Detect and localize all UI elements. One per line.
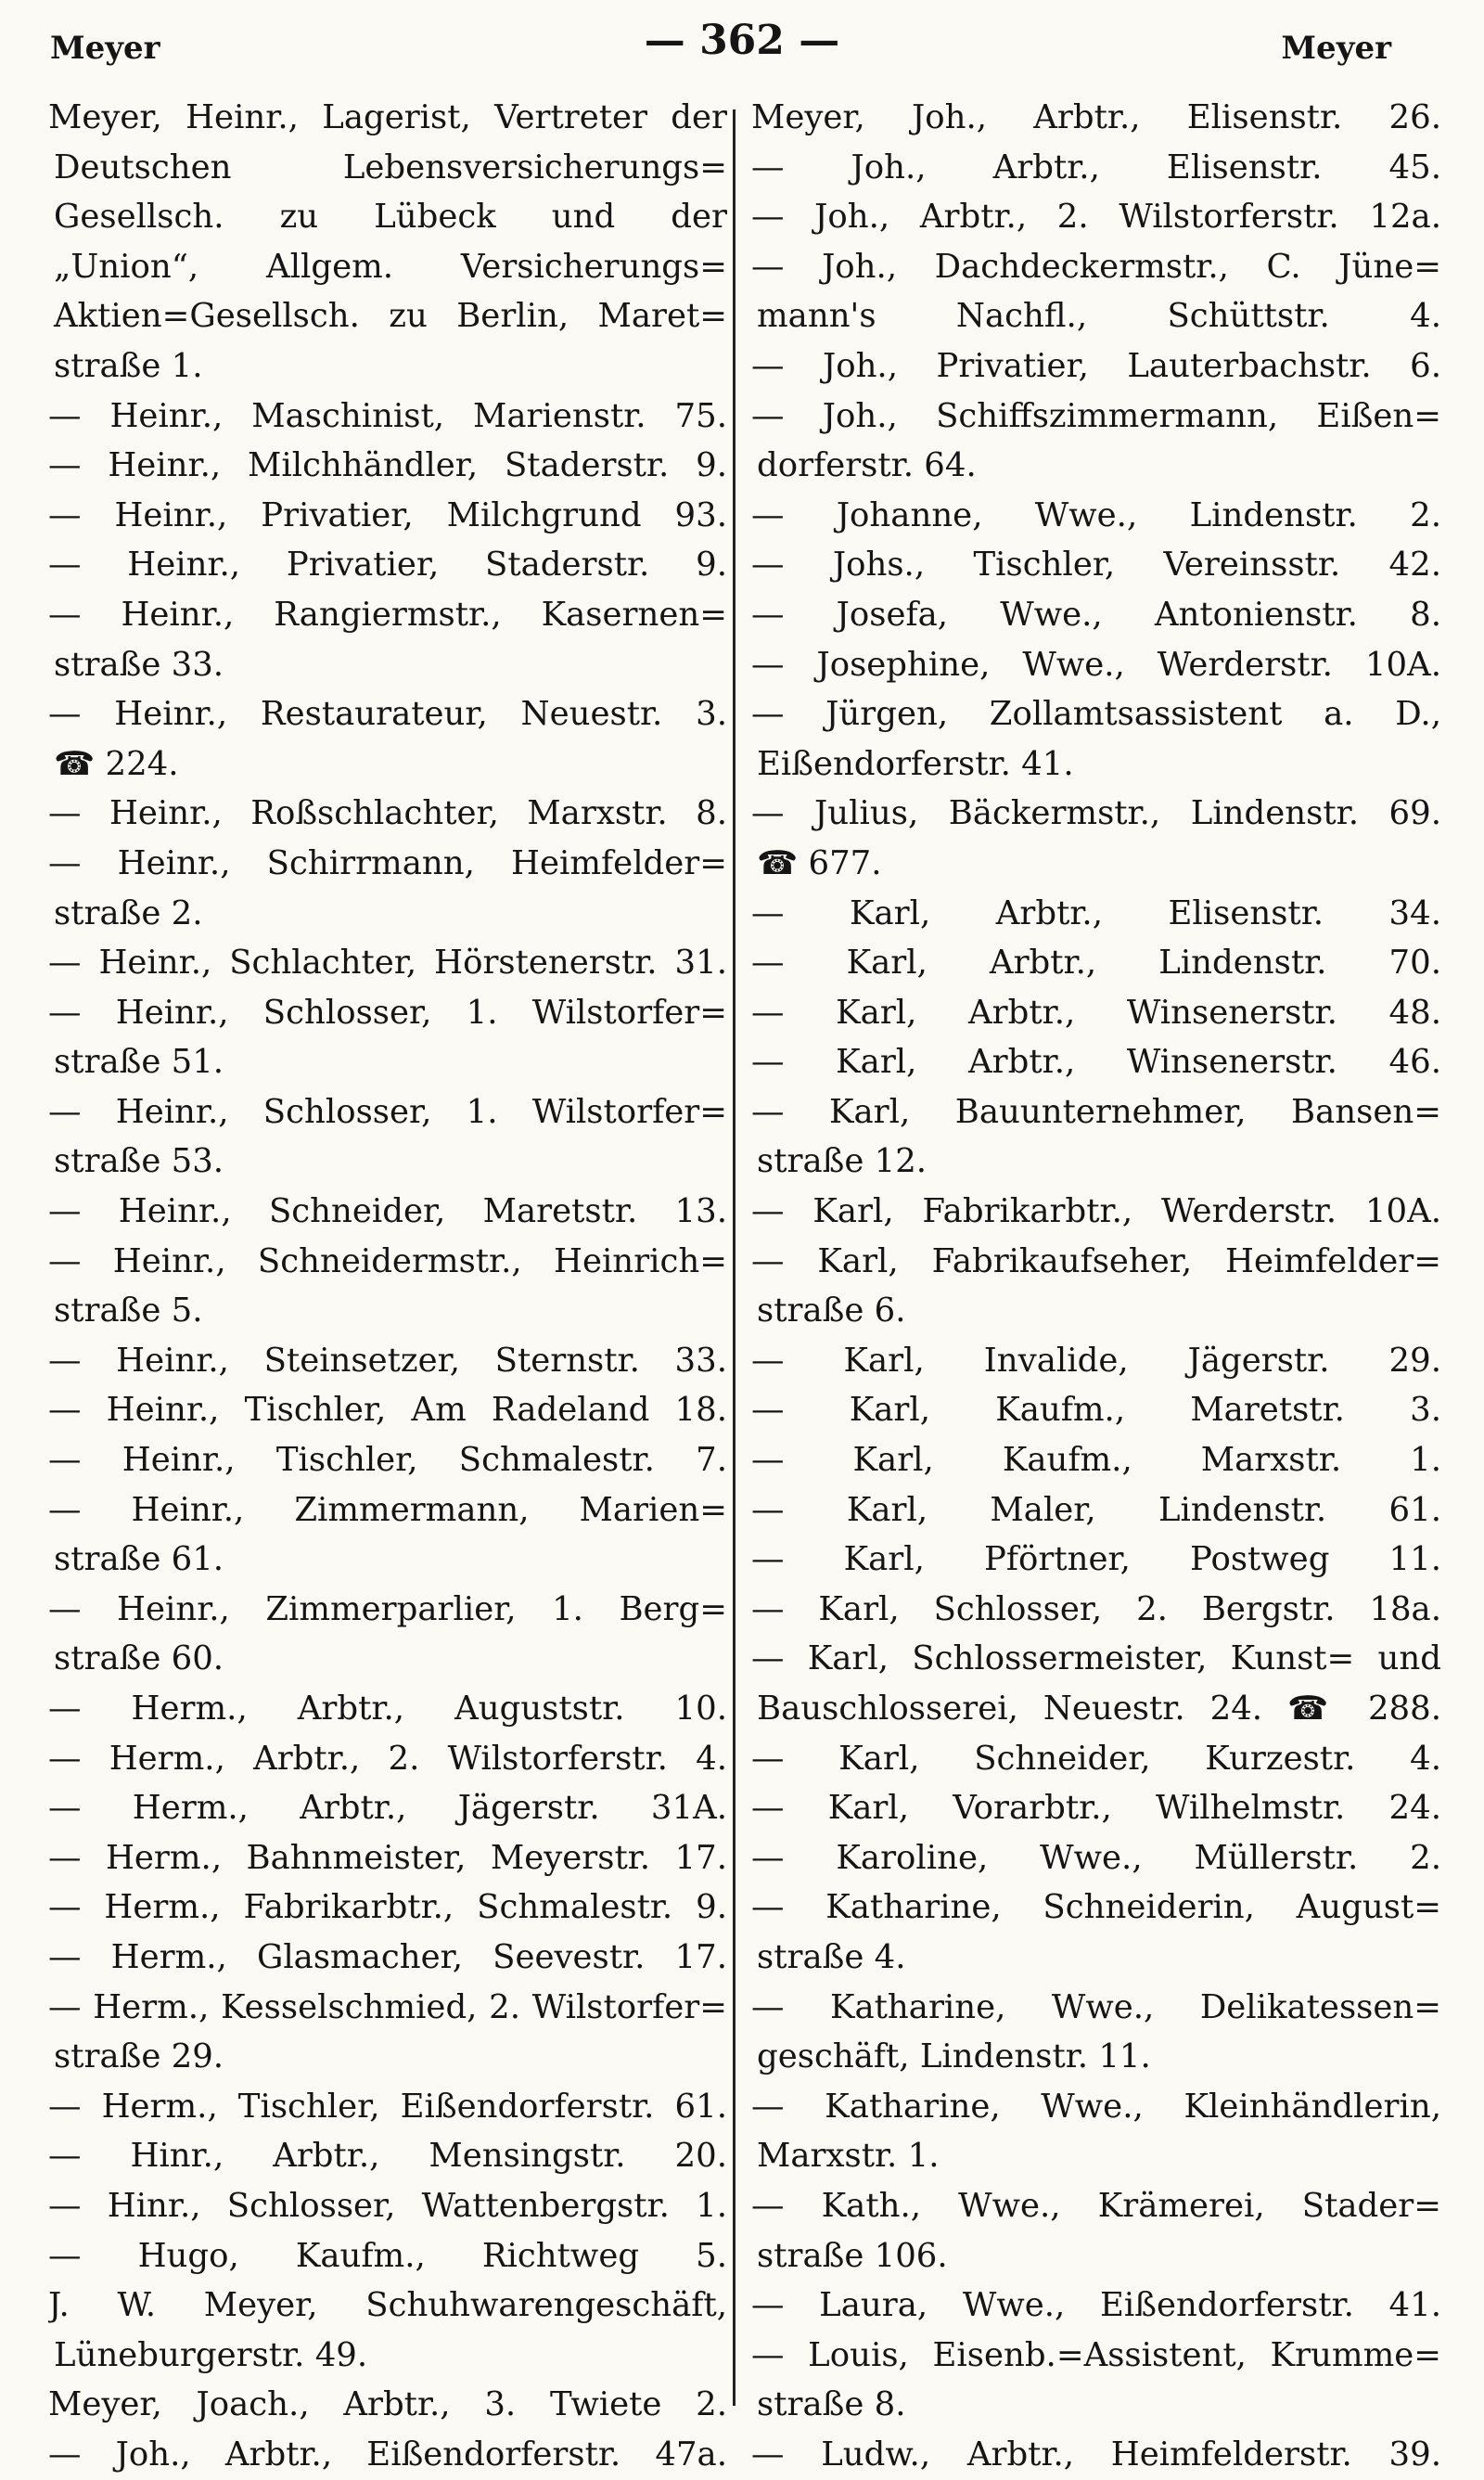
directory-entry-line: — Heinr., Schlosser, 1. Wilstorfer= xyxy=(48,1092,727,1131)
directory-entry-line: — Heinr., Schneidermstr., Heinrich= xyxy=(48,1241,727,1280)
directory-entry-line: — Heinr., Roßschlachter, Marxstr. 8. xyxy=(48,794,727,833)
running-head-left: Meyer xyxy=(50,30,160,67)
directory-entry-line: — Karl, Schlossermeister, Kunst= und xyxy=(751,1639,1441,1678)
directory-entry-line: — Joh., Arbtr., Elisenstr. 45. xyxy=(751,148,1441,186)
directory-entry-line: straße 51. xyxy=(54,1043,224,1082)
directory-entry-line: — Heinr., Rangiermstr., Kasernen= xyxy=(48,595,727,634)
directory-entry-line: Marxstr. 1. xyxy=(757,2137,940,2176)
directory-entry-line: — Joh., Arbtr., 2. Wilstorferstr. 12a. xyxy=(751,198,1441,237)
directory-entry-line: ☎ 224. xyxy=(54,744,179,783)
directory-entry-line: — Karl, Schneider, Kurzestr. 4. xyxy=(751,1739,1441,1778)
directory-entry-line: — Joh., Schiffszimmermann, Eißen= xyxy=(751,396,1441,435)
directory-entry-line: — Herm., Bahnmeister, Meyerstr. 17. xyxy=(48,1838,727,1877)
directory-entry-line: ☎ 677. xyxy=(757,843,882,882)
directory-entry-line: straße 12. xyxy=(757,1142,928,1181)
directory-entry-line: Lüneburgerstr. 49. xyxy=(54,2335,368,2374)
left-column xyxy=(48,93,727,2480)
directory-entry-line: geschäft, Lindenstr. 11. xyxy=(757,2037,1151,2076)
directory-entry-line: — Karl, Fabrikaufseher, Heimfelder= xyxy=(751,1241,1441,1280)
directory-entry-line: — Heinr., Zimmerparlier, 1. Berg= xyxy=(48,1589,727,1628)
directory-entry-line: — Karl, Arbtr., Lindenstr. 70. xyxy=(751,944,1441,983)
directory-entry-line: straße 33. xyxy=(54,645,224,684)
page-header xyxy=(0,13,1484,69)
directory-entry-line: — Heinr., Tischler, Schmalestr. 7. xyxy=(48,1441,727,1480)
directory-entry-line: Deutschen Lebensversicherungs= xyxy=(54,148,727,186)
directory-entry-line: straße 60. xyxy=(54,1639,224,1678)
directory-entry-line: — Karl, Maler, Lindenstr. 61. xyxy=(751,1490,1441,1529)
directory-entry-line: — Heinr., Schlosser, 1. Wilstorfer= xyxy=(48,993,727,1032)
directory-entry-line: — Karl, Invalide, Jägerstr. 29. xyxy=(751,1341,1441,1380)
directory-entry-line: — Herm., Kesselschmied, 2. Wilstorfer= xyxy=(48,1987,727,2026)
directory-entry-line: — Heinr., Maschinist, Marienstr. 75. xyxy=(48,396,727,435)
directory-entry-line: dorferstr. 64. xyxy=(757,446,977,485)
directory-entry-line: — Karl, Schlosser, 2. Bergstr. 18a. xyxy=(751,1589,1441,1628)
directory-entry-line: — Karl, Kaufm., Marxstr. 1. xyxy=(751,1441,1441,1480)
directory-entry-line: — Katharine, Wwe., Delikatessen= xyxy=(751,1987,1441,2026)
directory-entry-line: — Julius, Bäckermstr., Lindenstr. 69. xyxy=(751,794,1441,833)
column-divider xyxy=(733,109,736,2406)
directory-entry-line: straße 29. xyxy=(54,2037,224,2076)
directory-entry-line: straße 1. xyxy=(54,346,203,385)
directory-entry-line: — Herm., Tischler, Eißendorferstr. 61. xyxy=(48,2087,727,2126)
directory-entry-line: — Kath., Wwe., Krämerei, Stader= xyxy=(751,2186,1441,2225)
directory-entry-line: straße 6. xyxy=(757,1291,906,1330)
directory-entry-line: — Katharine, Schneiderin, August= xyxy=(751,1888,1441,1927)
directory-entry-line: straße 2. xyxy=(54,893,203,932)
directory-entry-line: — Karoline, Wwe., Müllerstr. 2. xyxy=(751,1838,1441,1877)
directory-entry-line: — Heinr., Milchhändler, Staderstr. 9. xyxy=(48,446,727,485)
directory-entry-line: — Heinr., Schirrmann, Heimfelder= xyxy=(48,843,727,882)
directory-entry-line: — Laura, Wwe., Eißendorferstr. 41. xyxy=(751,2286,1441,2325)
directory-entry-line: — Karl, Arbtr., Elisenstr. 34. xyxy=(751,893,1441,932)
directory-entry-line: — Karl, Vorarbtr., Wilhelmstr. 24. xyxy=(751,1789,1441,1828)
directory-entry-line: — Joh., Arbtr., Eißendorferstr. 47a. xyxy=(48,2435,727,2474)
directory-entry-line: — Heinr., Privatier, Staderstr. 9. xyxy=(48,546,727,585)
directory-entry-line: — Hugo, Kaufm., Richtweg 5. xyxy=(48,2236,727,2275)
directory-entry-line: J. W. Meyer, Schuhwarengeschäft, xyxy=(48,2286,727,2325)
directory-entry-line: — Hinr., Schlosser, Wattenbergstr. 1. xyxy=(48,2186,727,2225)
directory-entry-line: — Herm., Arbtr., Jägerstr. 31A. xyxy=(48,1789,727,1828)
directory-entry-line: straße 4. xyxy=(757,1937,906,1976)
running-head-right: Meyer xyxy=(1281,30,1391,67)
directory-entry-line: — Josephine, Wwe., Werderstr. 10A. xyxy=(751,645,1441,684)
directory-entry-line: — Josefa, Wwe., Antonienstr. 8. xyxy=(751,595,1441,634)
directory-entry-line: Eißendorferstr. 41. xyxy=(757,744,1074,783)
directory-entry-line: — Karl, Bauunternehmer, Bansen= xyxy=(751,1092,1441,1131)
directory-entry-line: — Herm., Arbtr., Auguststr. 10. xyxy=(48,1690,727,1728)
directory-entry-line: Aktien=Gesellsch. zu Berlin, Maret= xyxy=(54,297,727,336)
directory-entry-line: — Jürgen, Zollamtsassistent a. D., xyxy=(751,695,1441,734)
directory-entry-line: — Johanne, Wwe., Lindenstr. 2. xyxy=(751,495,1441,534)
directory-entry-line: mann's Nachfl., Schüttstr. 4. xyxy=(757,297,1441,336)
directory-entry-line: straße 106. xyxy=(757,2236,948,2275)
directory-entry-line: — Katharine, Wwe., Kleinhändlerin, xyxy=(751,2087,1441,2126)
directory-entry-line: straße 53. xyxy=(54,1142,224,1181)
directory-entry-line: — Karl, Arbtr., Winsenerstr. 48. xyxy=(751,993,1441,1032)
directory-entry-line: straße 8. xyxy=(757,2385,906,2424)
directory-entry-line: Bauschlosserei, Neuestr. 24. ☎ 288. xyxy=(757,1690,1441,1728)
directory-entry-line: — Heinr., Schneider, Maretstr. 13. xyxy=(48,1192,727,1231)
directory-entry-line: — Karl, Arbtr., Winsenerstr. 46. xyxy=(751,1043,1441,1082)
directory-entry-line: — Herm., Arbtr., 2. Wilstorferstr. 4. xyxy=(48,1739,727,1778)
directory-entry-line: Gesellsch. zu Lübeck und der xyxy=(54,198,727,237)
directory-entry-line: — Ludw., Arbtr., Heimfelderstr. 39. xyxy=(751,2435,1441,2474)
directory-entry-line: — Herm., Fabrikarbtr., Schmalestr. 9. xyxy=(48,1888,727,1927)
directory-entry-line: — Louis, Eisenb.=Assistent, Krumme= xyxy=(751,2335,1441,2374)
directory-entry-line: — Karl, Pförtner, Postweg 11. xyxy=(751,1540,1441,1579)
directory-entry-line: — Heinr., Privatier, Milchgrund 93. xyxy=(48,495,727,534)
directory-entry-line: Meyer, Joh., Arbtr., Elisenstr. 26. xyxy=(751,98,1441,136)
directory-entry-line: — Karl, Fabrikarbtr., Werderstr. 10A. xyxy=(751,1192,1441,1231)
page-number: — 362 — xyxy=(644,17,840,64)
directory-entry-line: — Joh., Privatier, Lauterbachstr. 6. xyxy=(751,346,1441,385)
directory-entry-line: straße 61. xyxy=(54,1540,224,1579)
right-column xyxy=(751,93,1441,2480)
directory-entry-line: Meyer, Joach., Arbtr., 3. Twiete 2. xyxy=(48,2385,727,2424)
directory-entry-line: „Union“, Allgem. Versicherungs= xyxy=(54,247,727,286)
directory-entry-line: — Herm., Glasmacher, Seevestr. 17. xyxy=(48,1937,727,1976)
directory-entry-line: — Hinr., Arbtr., Mensingstr. 20. xyxy=(48,2137,727,2176)
directory-entry-line: — Joh., Dachdeckermstr., C. Jüne= xyxy=(751,247,1441,286)
directory-entry-line: — Heinr., Tischler, Am Radeland 18. xyxy=(48,1391,727,1430)
directory-entry-line: straße 5. xyxy=(54,1291,203,1330)
directory-entry-line: — Heinr., Steinsetzer, Sternstr. 33. xyxy=(48,1341,727,1380)
directory-entry-line: — Karl, Kaufm., Maretstr. 3. xyxy=(751,1391,1441,1430)
directory-entry-line: — Heinr., Restaurateur, Neuestr. 3. xyxy=(48,695,727,734)
directory-entry-line: Meyer, Heinr., Lagerist, Vertreter der xyxy=(48,98,727,136)
directory-entry-line: — Heinr., Zimmermann, Marien= xyxy=(48,1490,727,1529)
directory-entry-line: — Johs., Tischler, Vereinsstr. 42. xyxy=(751,546,1441,585)
directory-entry-line: — Heinr., Schlachter, Hörstenerstr. 31. xyxy=(48,944,727,983)
